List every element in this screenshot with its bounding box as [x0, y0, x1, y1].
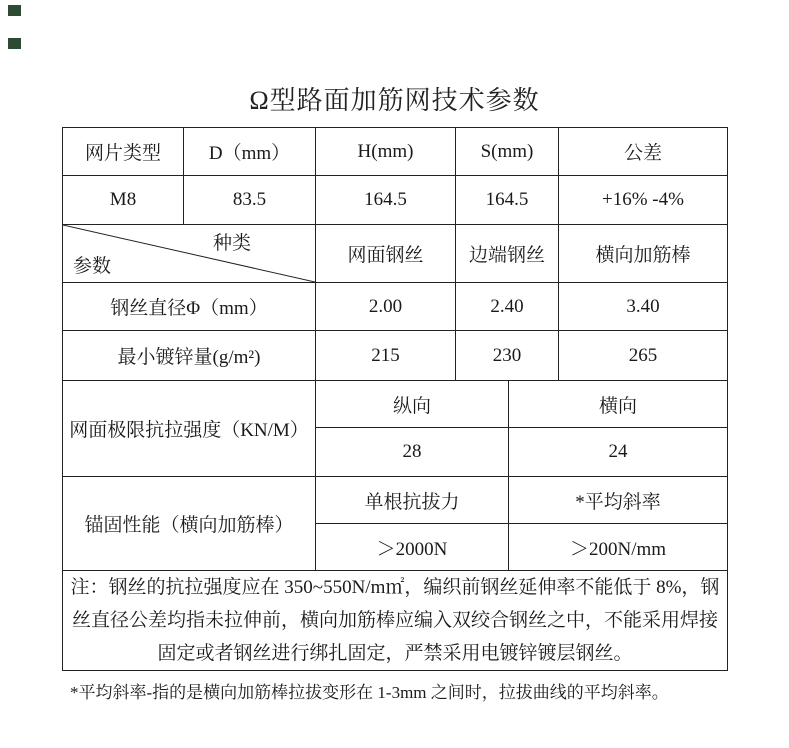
tensile-longitudinal-header: 纵向 [316, 381, 509, 428]
kind-edge-wire: 边端钢丝 [456, 225, 559, 283]
diagonal-param-label: 参数 [73, 256, 112, 277]
note-row [63, 571, 728, 671]
header-row [63, 128, 728, 176]
diameter-edge-wire: 2.40 [456, 283, 559, 331]
scan-artifact-mark [8, 38, 21, 49]
diameter-mesh-wire: 2.00 [316, 283, 456, 331]
tensile-longitudinal-value: 28 [316, 428, 509, 477]
anchor-label: 锚固性能（横向加筋棒） [63, 477, 316, 571]
anchor-pullout-header: 单根抗拔力 [316, 477, 509, 524]
zinc-cross-bar: 265 [559, 331, 728, 381]
spec-table [62, 127, 728, 671]
diameter-label: 钢丝直径Φ（mm） [63, 283, 316, 331]
d-value: 83.5 [184, 176, 316, 225]
scan-artifact-mark [8, 5, 21, 16]
header-d-mm: D（mm） [184, 128, 316, 176]
anchor-slope-header: *平均斜率 [509, 477, 728, 524]
tensile-transverse-header: 横向 [509, 381, 728, 428]
zinc-row [63, 331, 728, 381]
model-value: M8 [63, 176, 184, 225]
anchor-pullout-value: ＞2000N [316, 524, 509, 571]
diagonal-kind-label: 种类 [213, 233, 252, 254]
header-s-mm: S(mm) [456, 128, 559, 176]
diameter-cross-bar: 3.40 [559, 283, 728, 331]
table-note: 注：钢丝的抗拉强度应在 350~550N/m㎡，编织前钢丝延伸率不能低于 8%，钢丝直径公差均指未拉伸前，横向加筋棒应编入双绞合钢丝之中，不能采用焊接固定或者钢丝进行绑扎固定，严禁采用电镀锌镀层钢丝。 [63, 571, 728, 671]
zinc-edge-wire: 230 [456, 331, 559, 381]
page-title: Ω型路面加筋网技术参数 [249, 86, 540, 115]
diagonal-header-cell [63, 225, 316, 283]
zinc-mesh-wire: 215 [316, 331, 456, 381]
kind-header-row [63, 225, 728, 283]
diameter-row [63, 283, 728, 331]
header-tolerance: 公差 [559, 128, 728, 176]
tensile-header-row [63, 381, 728, 428]
zinc-label: 最小镀锌量(g/m²) [63, 331, 316, 381]
h-value: 164.5 [316, 176, 456, 225]
header-mesh-type: 网片类型 [63, 128, 184, 176]
kind-mesh-wire: 网面钢丝 [316, 225, 456, 283]
anchor-header-row [63, 477, 728, 524]
header-h-mm: H(mm) [316, 128, 456, 176]
kind-cross-bar: 横向加筋棒 [559, 225, 728, 283]
tolerance-value: +16% -4% [559, 176, 728, 225]
model-row [63, 176, 728, 225]
tensile-label: 网面极限抗拉强度（KN/M） [63, 381, 316, 477]
s-value: 164.5 [456, 176, 559, 225]
footnote: *平均斜率-指的是横向加筋棒拉拔变形在 1-3mm 之间时，拉拔曲线的平均斜率。 [70, 683, 669, 702]
tensile-transverse-value: 24 [509, 428, 728, 477]
anchor-slope-value: ＞200N/mm [509, 524, 728, 571]
